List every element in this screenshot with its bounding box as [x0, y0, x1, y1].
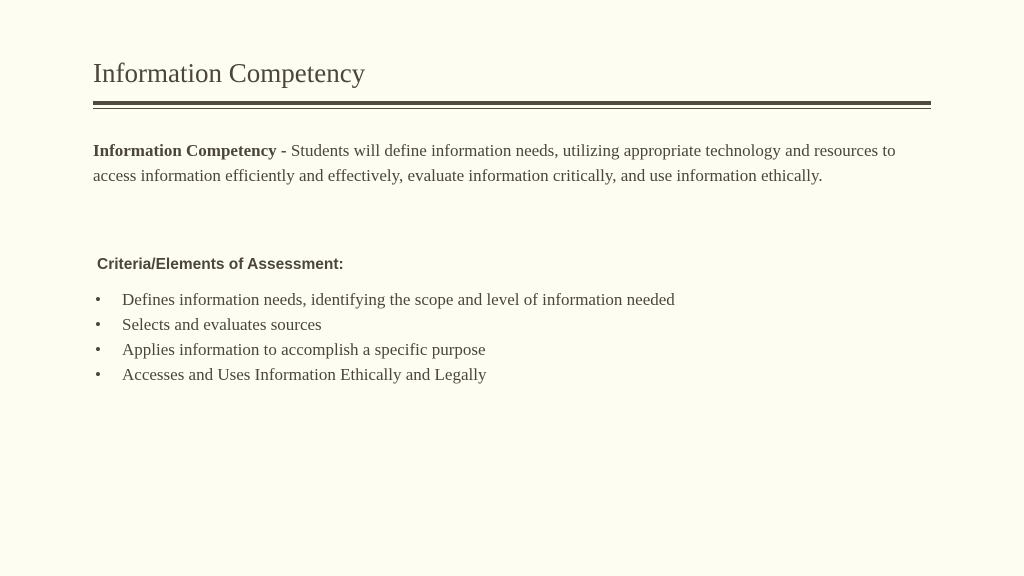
bullet-icon: •: [95, 315, 101, 334]
slide-title: Information Competency: [93, 58, 366, 88]
list-item: [93, 312, 675, 337]
title-divider-thick: [93, 101, 931, 105]
criteria-list: [93, 287, 675, 387]
list-item: [93, 337, 675, 362]
criteria-text: Defines information needs, identifying the scope and level of information needed: [122, 290, 675, 309]
definition-text: Students will define information needs, utilizing appropriate technology and resources to access information efficiently and effectively, evaluate information critically, and use information ethically.: [93, 141, 896, 185]
bullet-icon: •: [95, 365, 101, 384]
criteria-text: Applies information to accomplish a specific purpose: [122, 340, 486, 359]
criteria-heading: Criteria/Elements of Assessment:: [97, 256, 344, 273]
definition-paragraph: [93, 139, 933, 188]
title-divider-thin: [93, 108, 931, 109]
list-item: [93, 287, 675, 312]
criteria-text: Accesses and Uses Information Ethically and Legally: [122, 365, 487, 384]
definition-term: Information Competency -: [93, 141, 287, 160]
criteria-text: Selects and evaluates sources: [122, 315, 322, 334]
bullet-icon: •: [95, 340, 101, 359]
list-item: [93, 362, 675, 387]
bullet-icon: •: [95, 290, 101, 309]
